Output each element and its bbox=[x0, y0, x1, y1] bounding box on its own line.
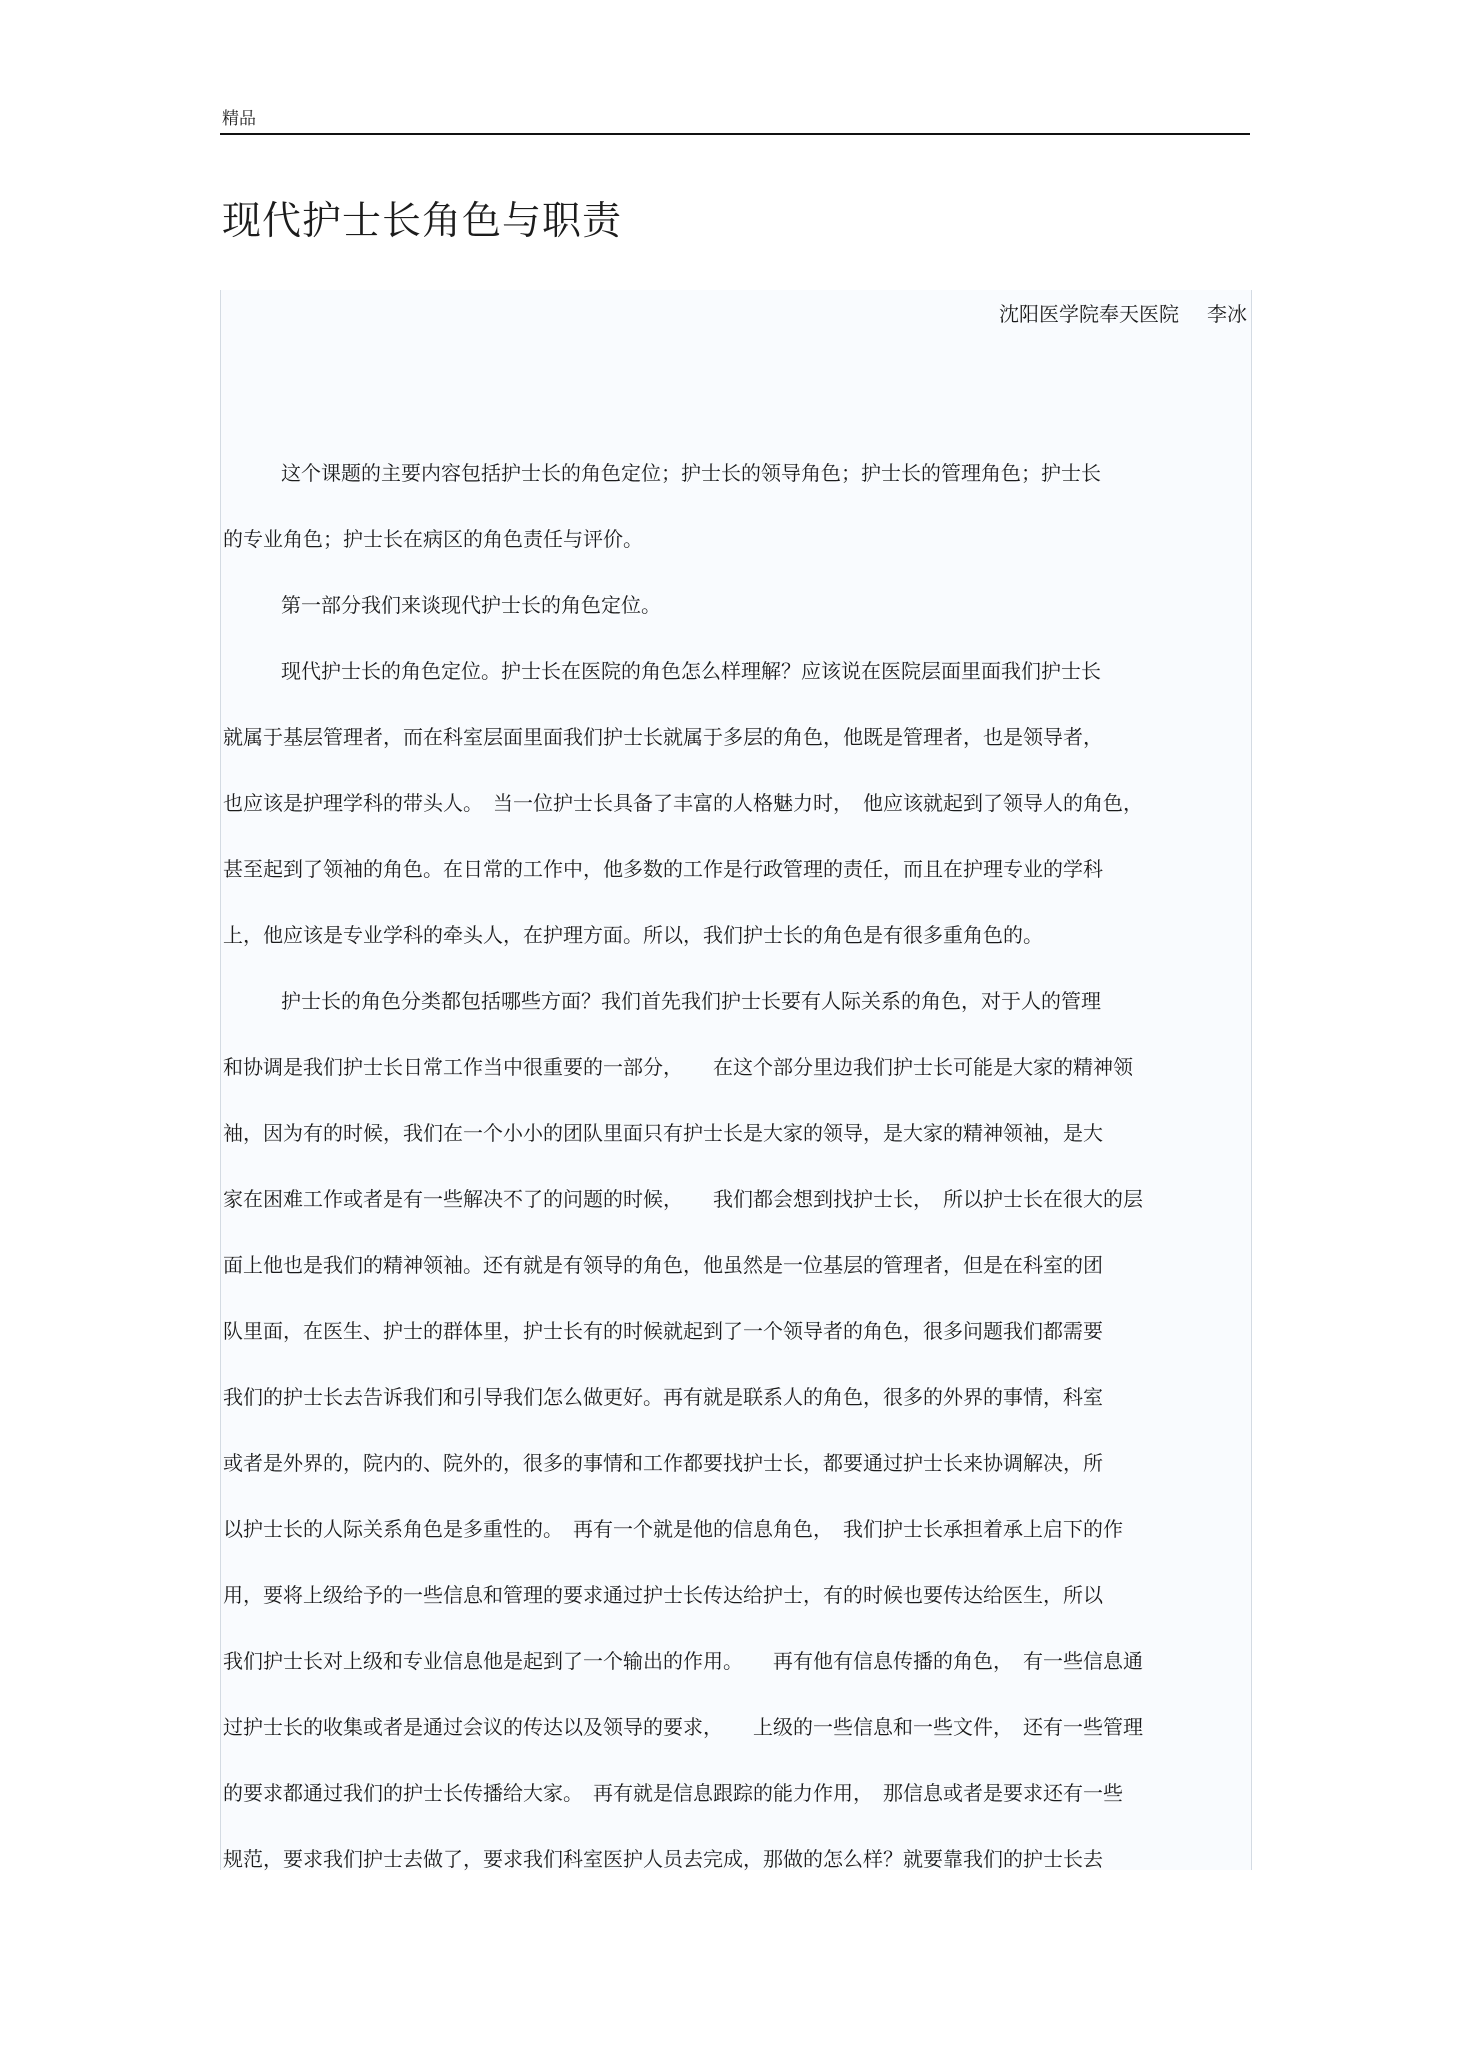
body-line: 我们护士长对上级和专业信息他是起到了一个输出的作用。 再有他有信息传播的角色， 有一些信息通 bbox=[223, 1649, 1143, 1673]
body-line: 护士长的角色分类都包括哪些方面？我们首先我们护士长要有人际关系的角色，对于人的管理 bbox=[281, 989, 1101, 1013]
body-line: 这个课题的主要内容包括护士长的角色定位；护士长的领导角色；护士长的管理角色；护士长 bbox=[281, 461, 1101, 485]
body-line: 和协调是我们护士长日常工作当中很重要的一部分， 在这个部分里边我们护士长可能是大家的精神领 bbox=[223, 1055, 1133, 1079]
body-line: 袖，因为有的时候，我们在一个小小的团队里面只有护士长是大家的领导，是大家的精神领袖，是大 bbox=[223, 1121, 1103, 1145]
header-label: 精品 bbox=[222, 109, 256, 129]
body-line: 的要求都通过我们的护士长传播给大家。 再有就是信息跟踪的能力作用， 那信息或者是要求还有一些 bbox=[223, 1781, 1123, 1805]
affiliation: 沈阳医学院奉天医院 bbox=[999, 302, 1179, 326]
body-line: 也应该是护理学科的带头人。 当一位护士长具备了丰富的人格魅力时， 他应该就起到了领导人的角色， bbox=[223, 791, 1143, 815]
body-line: 家在困难工作或者是有一些解决不了的问题的时候， 我们都会想到找护士长， 所以护士长在很大的层 bbox=[223, 1187, 1143, 1211]
body-line: 甚至起到了领袖的角色。在日常的工作中，他多数的工作是行政管理的责任，而且在护理专业的学科 bbox=[223, 857, 1103, 881]
body-line: 队里面，在医生、护士的群体里，护士长有的时候就起到了一个领导者的角色，很多问题我们都需要 bbox=[223, 1319, 1103, 1343]
body-line: 现代护士长的角色定位。护士长在医院的角色怎么样理解？应该说在医院层面里面我们护士长 bbox=[281, 659, 1101, 683]
author-name: 李冰 bbox=[1207, 302, 1247, 326]
body-line: 上，他应该是专业学科的牵头人，在护理方面。所以，我们护士长的角色是有很多重角色的。 bbox=[223, 923, 1043, 947]
body-line: 我们的护士长去告诉我们和引导我们怎么做更好。再有就是联系人的角色，很多的外界的事情，科室 bbox=[223, 1385, 1103, 1409]
byline bbox=[999, 298, 1247, 327]
body-text bbox=[223, 440, 1247, 1892]
body-line: 的专业角色；护士长在病区的角色责任与评价。 bbox=[223, 527, 643, 551]
body-line: 过护士长的收集或者是通过会议的传达以及领导的要求， 上级的一些信息和一些文件， 还有一些管理 bbox=[223, 1715, 1143, 1739]
document-title: 现代护士长角色与职责 bbox=[222, 199, 623, 244]
body-line: 以护士长的人际关系角色是多重性的。 再有一个就是他的信息角色， 我们护士长承担着承上启下的作 bbox=[223, 1517, 1123, 1541]
header-divider bbox=[220, 133, 1250, 135]
body-line: 第一部分我们来谈现代护士长的角色定位。 bbox=[281, 593, 661, 617]
body-line: 就属于基层管理者，而在科室层面里面我们护士长就属于多层的角色，他既是管理者，也是领导者， bbox=[223, 725, 1103, 749]
document-body-panel bbox=[220, 290, 1252, 1870]
body-line: 规范，要求我们护士去做了，要求我们科室医护人员去完成，那做的怎么样？就要靠我们的护士长去 bbox=[223, 1847, 1103, 1871]
body-line: 面上他也是我们的精神领袖。还有就是有领导的角色，他虽然是一位基层的管理者，但是在科室的团 bbox=[223, 1253, 1103, 1277]
body-line: 用，要将上级给予的一些信息和管理的要求通过护士长传达给护士，有的时候也要传达给医生，所以 bbox=[223, 1583, 1103, 1607]
body-line: 或者是外界的，院内的、院外的，很多的事情和工作都要找护士长，都要通过护士长来协调解决，所 bbox=[223, 1451, 1103, 1475]
